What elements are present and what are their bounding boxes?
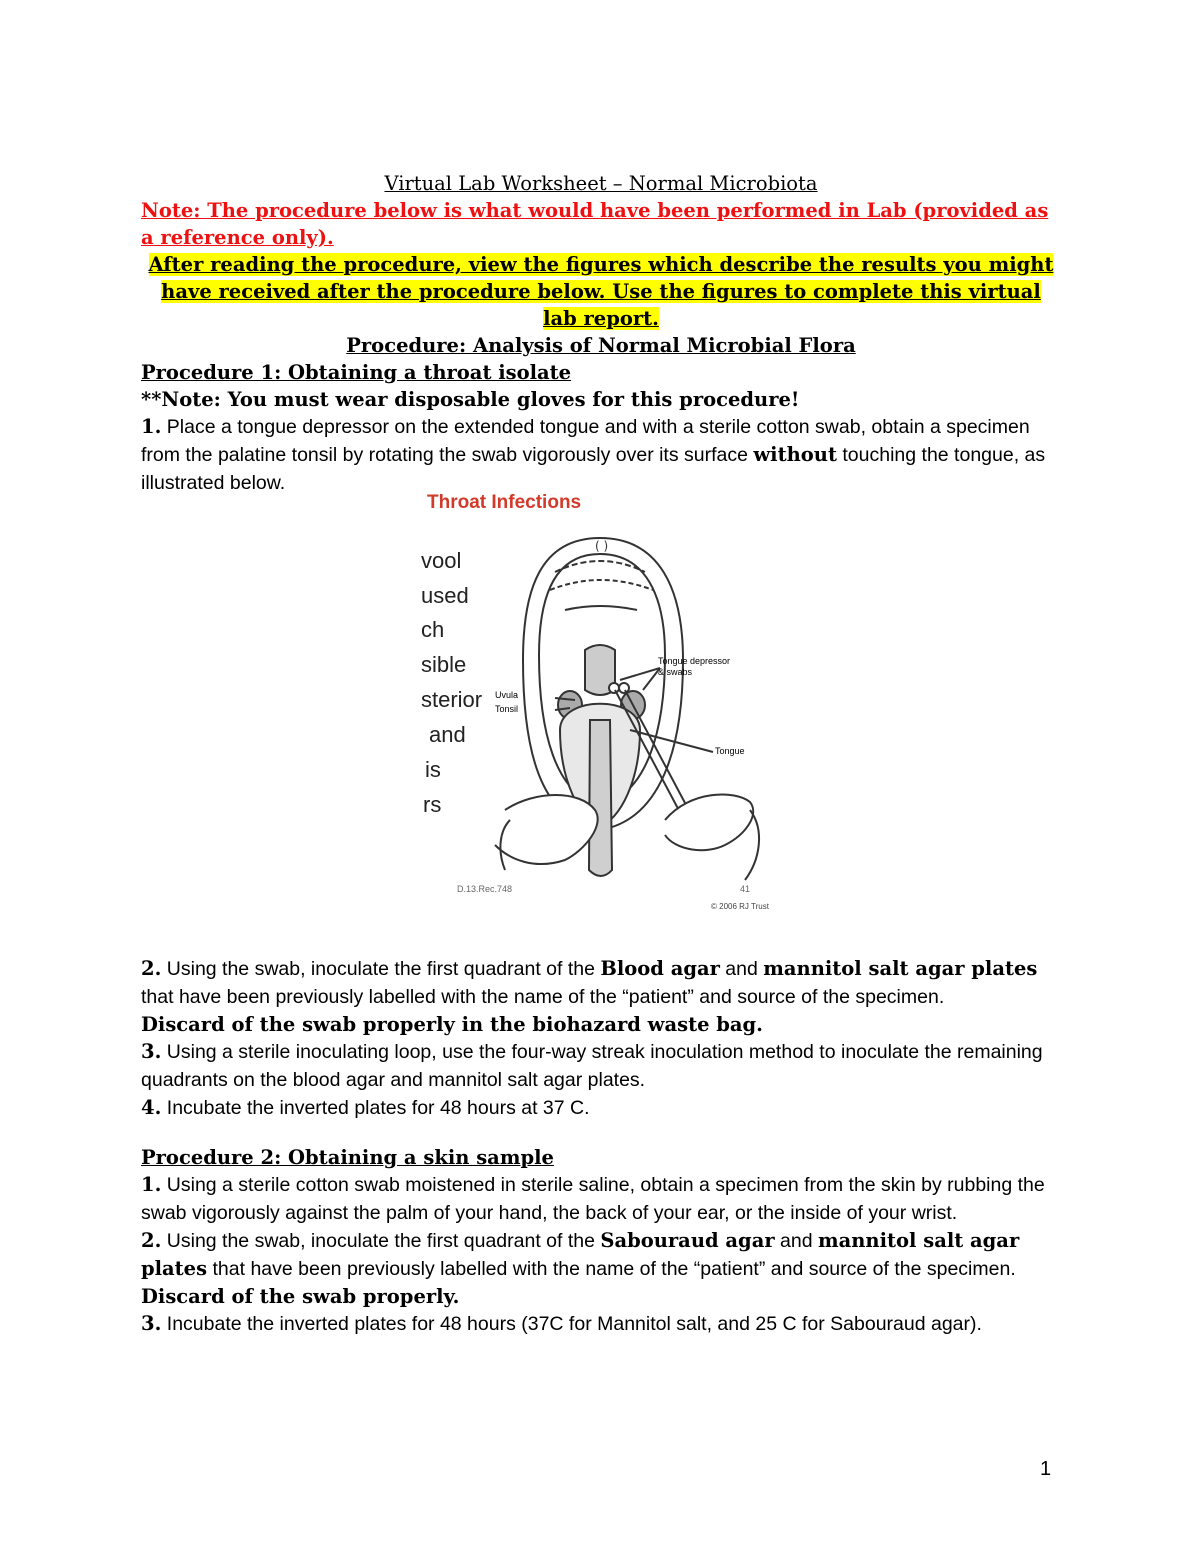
uvula-label: Uvula xyxy=(495,690,519,700)
procedure-2-heading: Procedure 2: Obtaining a skin sample xyxy=(141,1146,554,1169)
page-number: 1 xyxy=(1040,1458,1052,1480)
procedure-section xyxy=(141,332,1061,497)
figure-heading: Throat Infections xyxy=(427,492,582,513)
reference-note: Note: The procedure below is what would have been performed in Lab (provided as a reference only). xyxy=(141,199,1049,249)
throat-swab-figure xyxy=(415,490,795,920)
figure-code-right: 41 xyxy=(740,884,751,894)
procedure-1-step-3: 3. Using a sterile inoculating loop, use the four-way streak inoculation method to inoculate the remaining quadrants on the blood agar and mannitol salt agar plates. xyxy=(141,1040,1043,1091)
procedure-2-step-2: 2. Using the swab, inoculate the first quadrant of the Sabouraud agar and mannitol salt agar plates that have been previously labelled with the name of the “patient” and source of the specimen. Discard of the swab properly. xyxy=(141,1229,1020,1308)
procedure-1-step-1: 1. Place a tongue depressor on the extended tongue and with a sterile cotton swab, obtain a specimen from the palatine tonsil by rotating the swab vigorously over its surface without touching the tongue, as illustrated below. xyxy=(141,415,1046,494)
procedure-2-step-3: 3. Incubate the inverted plates for 48 hours (37C for Mannitol salt, and 25 C for Sabouraud agar). xyxy=(141,1312,982,1335)
gloves-warning: **Note: You must wear disposable gloves for this procedure! xyxy=(141,388,800,411)
figure-text-fragment: and xyxy=(429,722,466,747)
svg-text:( ): ( ) xyxy=(595,539,609,553)
procedure-1-heading: Procedure 1: Obtaining a throat isolate xyxy=(141,361,572,384)
figure-text-fragment: sterior xyxy=(421,687,483,712)
procedure-1-continued xyxy=(141,955,1061,1122)
highlight-instructions: After reading the procedure, view the figures which describe the results you might have received after the procedure below. Use the figures to complete this virtual lab report. xyxy=(148,253,1054,330)
title-text: Virtual Lab Worksheet – Normal Microbiota xyxy=(384,172,818,195)
swabs-label: & swabs xyxy=(658,667,693,677)
tonsil-label: Tonsil xyxy=(495,704,519,714)
tongue-label: Tongue xyxy=(715,746,745,756)
figure-text-fragment: ch xyxy=(421,617,445,642)
open-mouth-illustration xyxy=(415,490,795,920)
figure-copyright: © 2006 RJ Trust xyxy=(711,902,769,911)
figure-text-fragment: used xyxy=(421,583,469,608)
procedure-title: Procedure: Analysis of Normal Microbial Flora xyxy=(346,334,856,357)
figure-text-fragment: rs xyxy=(423,792,442,817)
document-title xyxy=(141,170,1061,332)
figure-text-fragment: vool xyxy=(421,548,462,573)
depressor-label: Tongue depressor xyxy=(658,656,731,666)
procedure-2-section xyxy=(141,1144,1061,1338)
procedure-2-step-1: 1. Using a sterile cotton swab moistened in sterile saline, obtain a specimen from the skin by rubbing the swab vigorously against the palm of your hand, the back of your ear, or the inside of your wrist. xyxy=(141,1173,1045,1224)
figure-text-fragment: is xyxy=(425,757,441,782)
procedure-1-step-2: 2. Using the swab, inoculate the first quadrant of the Blood agar and mannitol salt agar plates that have been previously labelled with the name of the “patient” and source of the specimen. Discard of the swab properly in the biohazard waste bag. xyxy=(141,957,1038,1036)
figure-code-left: D.13.Rec.748 xyxy=(457,884,513,894)
figure-text-fragment: sible xyxy=(421,652,467,677)
procedure-1-step-4: 4. Incubate the inverted plates for 48 hours at 37 C. xyxy=(141,1096,590,1119)
